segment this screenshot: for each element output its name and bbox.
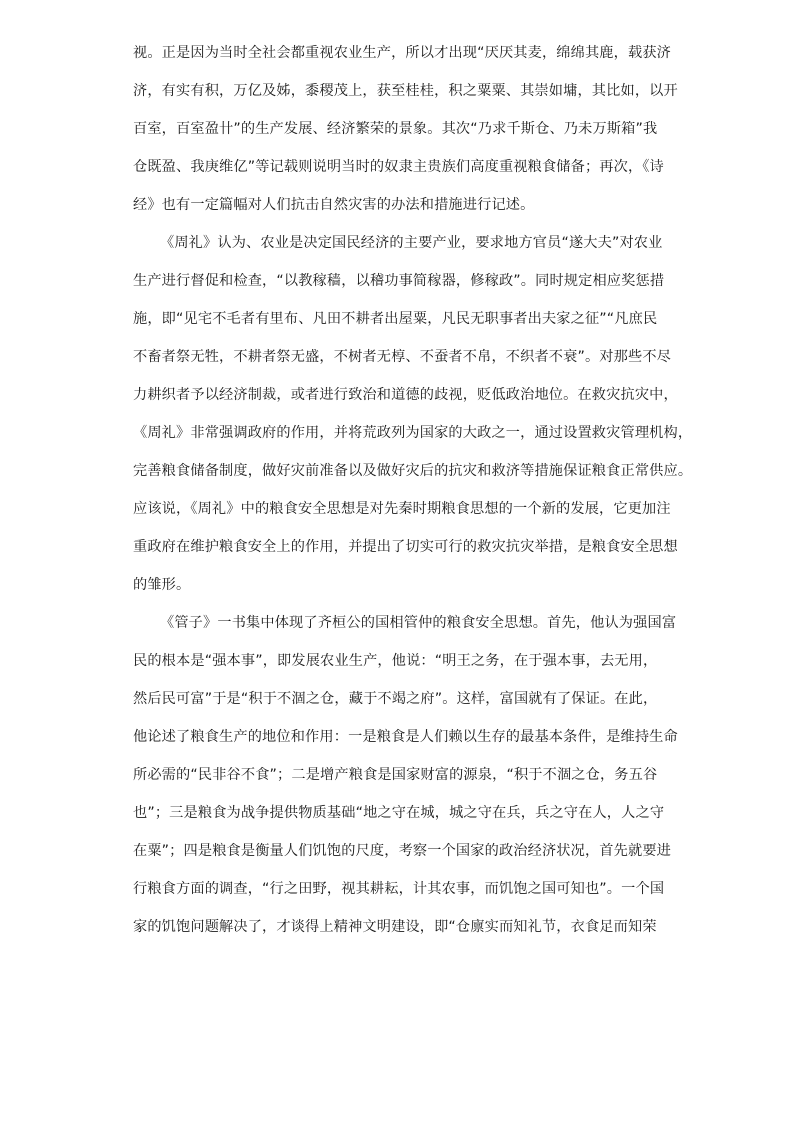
text-line: 民的根本是“强本事”，即发展农业生产，他说：“明王之务，在于强本事，去无用， xyxy=(133,653,658,669)
text-line: 力耕织者予以经济制裁，或者进行致治和道德的歧视，贬低政治地位。在救灾抗灾中， xyxy=(133,387,678,403)
text-line: 的雏形。 xyxy=(133,577,191,593)
text-line: 《管子》一书集中体现了齐桓公的国相管仲的粮食安全思想。首先，他认为强国富 xyxy=(160,615,677,631)
text-line: 也”；三是粮食为战争提供物质基础“地之守在城，城之守在兵，兵之守在人，人之守 xyxy=(133,805,665,821)
text-line: 然后民可富”于是“积于不涸之仓，藏于不竭之府”。这样，富国就有了保证。在此， xyxy=(133,691,658,707)
text-line: 所必需的“民非谷不食”；二是增产粮食是国家财富的源泉，“积于不涸之仓，务五谷 xyxy=(133,767,658,783)
text-line: 应该说，《周礼》中的粮食安全思想是对先秦时期粮食思想的一个新的发展，它更加注 xyxy=(133,501,671,517)
text-line: 家的饥饱问题解决了，才谈得上精神文明建设，即“仓廪实而知礼节，衣食足而知荣 xyxy=(133,919,657,935)
text-line: 在粟”；四是粮食是衡量人们饥饱的尺度，考察一个国家的政治经济状况，首先就要进 xyxy=(133,843,671,859)
text-line: 经》也有一定篇幅对人们抗击自然灾害的办法和措施进行记述。 xyxy=(133,197,535,213)
text-line: 《周礼》非常强调政府的作用，并将荒政列为国家的大政之一，通过设置救灾管理机构， xyxy=(133,425,693,441)
text-line: 《周礼》认为、农业是决定国民经济的主要产业，要求地方官员“遂大夫”对农业 xyxy=(160,235,663,251)
text-line: 施，即“见宅不毛者有里布、凡田不耕者出屋粟，凡民无职事者出夫家之征”“凡庶民 xyxy=(133,311,658,327)
text-line: 视。正是因为当时全社会都重视农业生产，所以才出现“厌厌其麦，绵绵其鹿，载获济 xyxy=(133,45,671,61)
text-line: 完善粮食储备制度，做好灾前准备以及做好灾后的抗灾和救济等措施保证粮食正常供应。 xyxy=(133,463,693,479)
text-line: 不畜者祭无牲，不耕者祭无盛，不树者无椁、不蚕者不帛，不织者不衰”。对那些不尽 xyxy=(133,349,671,365)
text-line: 百室，百室盈卄”的生产发展、经济繁荣的景象。其次“乃求千斯仓、乃未万斯箱”我 xyxy=(133,121,658,137)
text-line: 行粮食方面的调查，“行之田野，视其耕耘，计其农事，而饥饱之国可知也”。一个国 xyxy=(133,881,665,897)
text-line: 济，有实有积，万亿及姊，黍稷茂上，获至桂桂，积之粟粟、其崇如墉，其比如，以开 xyxy=(133,83,678,99)
text-line: 他论述了粮食生产的地位和作用：一是粮食是人们赖以生存的最基本条件，是维持生命 xyxy=(133,729,678,745)
text-line: 重政府在维护粮食安全上的作用，并提出了切实可行的救灾抗灾举措，是粮食安全思想 xyxy=(133,539,678,555)
text-line: 仓既盈、我庚维亿”等记载则说明当时的奴隶主贵族们高度重视粮食储备；再次，《诗 xyxy=(133,159,664,175)
text-line: 生产进行督促和检查，“以教稼穑，以稽功事简稼器，修稼政”。同时规定相应奖惩措 xyxy=(133,273,665,289)
